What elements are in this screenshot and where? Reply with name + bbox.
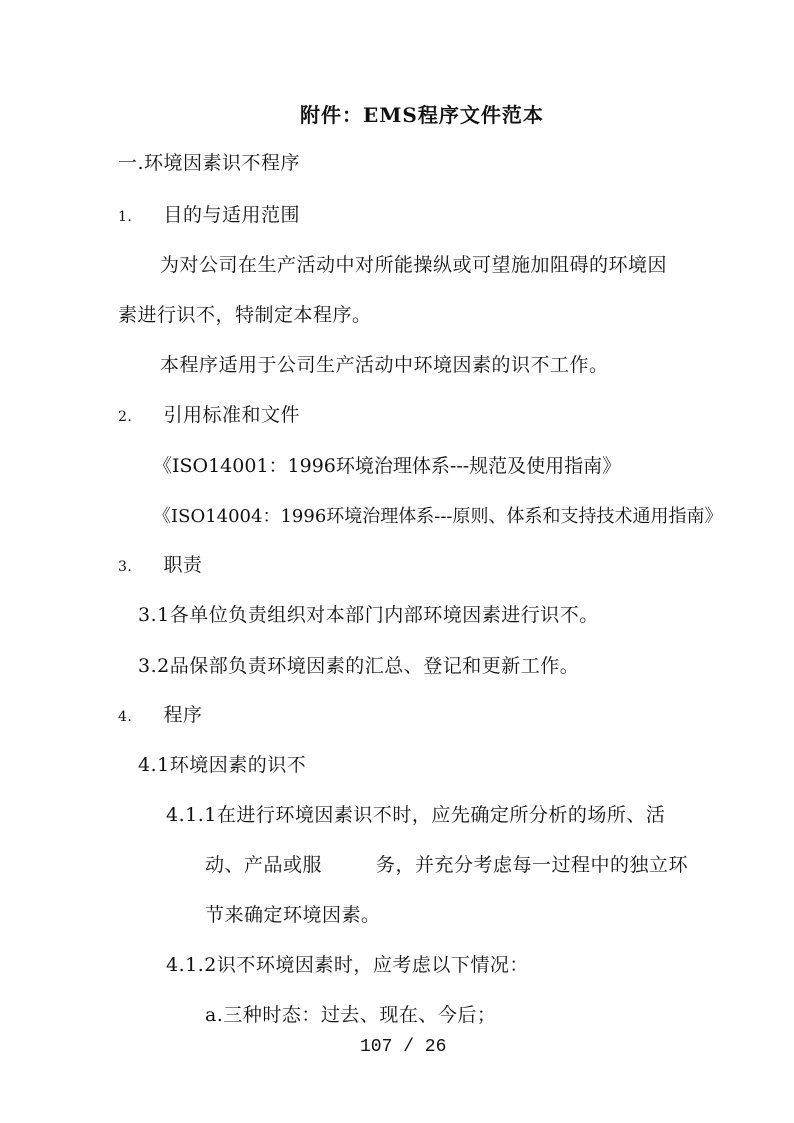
reference-1: 《ISO14001：1996环境治理体系---规范及使用指南》	[153, 455, 622, 477]
subsection-4-1: 4.1环境因素的识不	[138, 754, 307, 776]
clause-4-1-1-line-1: 4.1.1在进行环境因素识不时，应先确定所分析的场所、活	[166, 804, 666, 826]
heading-3-number: 3.	[118, 559, 133, 575]
paragraph-1-line-2: 素进行识不，特制定本程序。	[118, 304, 372, 326]
heading-4	[118, 703, 202, 729]
clause-4-1-2: 4.1.2识不环境因素时，应考虑以下情况：	[166, 954, 529, 976]
clause-4-1-1-line-2	[205, 853, 688, 877]
page-number: 107 / 26	[360, 1037, 447, 1057]
clause-4-1-1-line-3: 节来确定环境因素。	[205, 904, 381, 926]
clause-4-1-1-line-2-part-b: 务，并充分考虑每一过程中的独立环	[376, 854, 689, 876]
heading-2	[118, 403, 300, 429]
heading-4-text: 程序	[163, 704, 203, 726]
heading-3-text: 职责	[163, 554, 203, 576]
document-title: 附件：EMS程序文件范本	[300, 103, 544, 127]
heading-1	[118, 203, 300, 229]
heading-1-number: 1.	[118, 209, 133, 225]
reference-2: 《ISO14004：1996环境治理体系---原则、体系和支持技术通用指南》	[153, 506, 723, 527]
heading-2-text: 引用标准和文件	[163, 404, 300, 426]
paragraph-1-line-1: 为对公司在生产活动中对所能操纵或可望施加阻碍的环境因	[160, 254, 668, 276]
section-heading: 一.环境因素识不程序	[118, 152, 301, 174]
heading-4-number: 4.	[118, 709, 133, 725]
clause-4-1-1-line-2-part-a: 动、产品或服	[205, 854, 323, 876]
responsibility-3-1: 3.1各单位负责组织对本部门内部环境因素进行识不。	[138, 604, 599, 626]
responsibility-3-2: 3.2品保部负责环境因素的汇总、登记和更新工作。	[138, 655, 580, 677]
heading-1-text: 目的与适用范围	[163, 204, 300, 226]
paragraph-2: 本程序适用于公司生产活动中环境因素的识不工作。	[160, 354, 609, 376]
list-item-a: a.三种时态：过去、现在、今后；	[205, 1004, 497, 1026]
heading-2-number: 2.	[118, 409, 133, 425]
heading-3	[118, 553, 202, 579]
